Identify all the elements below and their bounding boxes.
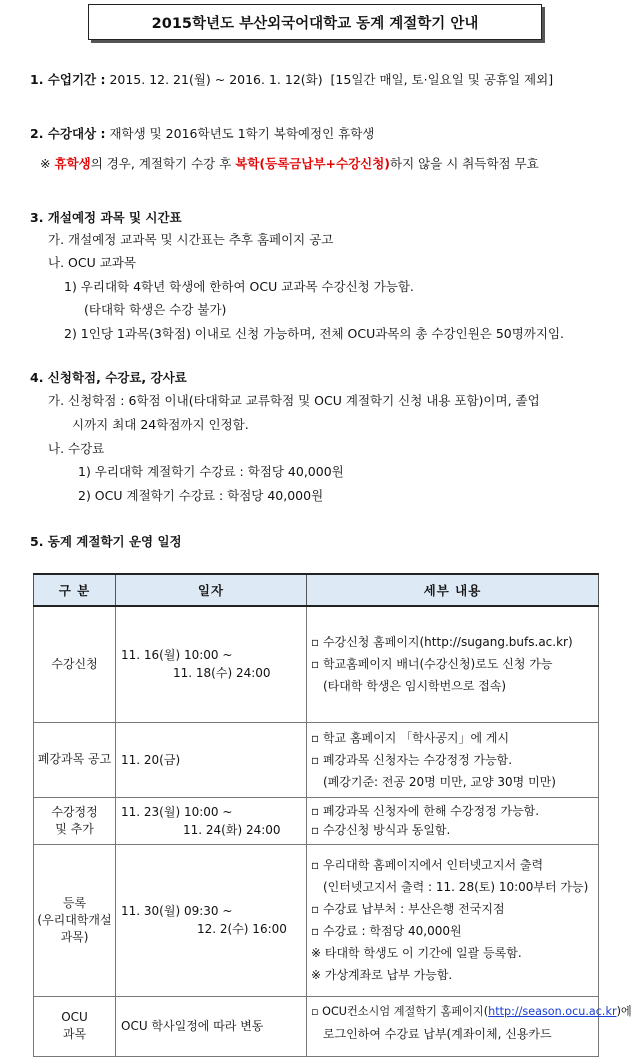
row-category: 등록 (우리대학개설 과목)	[34, 844, 116, 996]
row-details: ▫ OCU컨소시엄 계절학기 홈페이지(http://season.ocu.ac.kr)에 로그인하여 수강료 납부(계좌이체, 신용카드	[307, 996, 599, 1056]
row-details: ▫ 우리대학 홈페이지에서 인터넷고지서 출력 (인터넷고지서 출력 : 11. 28(토) 10:00부터 가능) ▫ 수강료 납부처 : 부산은행 전국지점 ▫ 수강료 : 학점당 40,000원 ※ 타대학 학생도 이 기간에 일괄 등록함. ※ 가상계좌로 납부 가능함.	[307, 844, 599, 996]
section-4-item-a-line1: 가. 신청학점 : 6학점 이내(타대학교 교류학점 및 OCU 계절학기 신청 내용 포함)이며, 졸업	[48, 393, 540, 408]
section-4-item-b: 나. 수강료	[48, 441, 105, 456]
section-3-item-b1: 1) 우리대학 4학년 학생에 한하여 OCU 교과목 수강신청 가능함.	[64, 279, 414, 294]
note-mid: 의 경우, 계절학기 수강 후	[90, 156, 236, 171]
schedule-table	[33, 573, 632, 1057]
section-5-heading: 5. 동계 계절학기 운영 일정	[30, 534, 182, 549]
section-4-heading: 4. 신청학점, 수강료, 강사료	[30, 370, 187, 385]
ocu-season-link[interactable]: http://season.ocu.ac.kr	[488, 1004, 617, 1018]
note-suffix: 하지 않을 시 취득학점 무효	[390, 156, 539, 171]
section-1-label: 1. 수업기간 :	[30, 72, 106, 87]
row-category: OCU 과목	[34, 996, 116, 1056]
table-row	[34, 844, 599, 996]
header-details: 세부 내용	[307, 574, 599, 606]
section-4-item-b1: 1) 우리대학 계절학기 수강료 : 학점당 40,000원	[78, 464, 344, 479]
note-red-1: 휴학생	[54, 156, 91, 171]
section-4-item-b2: 2) OCU 계절학기 수강료 : 학점당 40,000원	[78, 488, 324, 503]
section-3-item-b2: 2) 1인당 1과목(3학점) 이내로 신청 가능하며, 전체 OCU과목의 총 수강인원은 50명까지임.	[64, 326, 564, 341]
row-date: 11. 30(월) 09:30 ~ 12. 2(수) 16:00	[116, 844, 307, 996]
row-details: ▫ 폐강과목 신청자에 한해 수강정정 가능함. ▫ 수강신청 방식과 동일함.	[307, 797, 599, 844]
table-row	[34, 606, 599, 722]
table-header-row	[34, 574, 599, 606]
header-date: 일자	[116, 574, 307, 606]
section-3-item-b: 나. OCU 교과목	[48, 255, 136, 270]
table-row	[34, 797, 599, 844]
row-date: 11. 20(금)	[116, 722, 307, 797]
row-date: 11. 16(월) 10:00 ~ 11. 18(수) 24:00	[116, 606, 307, 722]
note-prefix: ※	[40, 156, 55, 171]
row-details: ▫ 학교 홈페이지 「학사공지」에 게시 ▫ 폐강과목 신청자는 수강정정 가능함. (폐강기준: 전공 20명 미만, 교양 30명 미만)	[307, 722, 599, 797]
section-1-text: 2015. 12. 21(월) ~ 2016. 1. 12(화) [15일간 매일, 토·일요일 및 공휴일 제외]	[109, 72, 554, 87]
section-2-note	[40, 154, 539, 172]
section-3-item-b1-note: (타대학 학생은 수강 불가)	[84, 302, 227, 317]
row-category: 수강신청	[34, 606, 116, 722]
section-2-label: 2. 수강대상 :	[30, 126, 106, 141]
row-details: ▫ 수강신청 홈페이지(http://sugang.bufs.ac.kr) ▫ 학교홈페이지 배너(수강신청)로도 신청 가능 (타대학 학생은 임시학번으로 접속)	[307, 606, 599, 722]
section-3-item-a: 가. 개설예정 교과목 및 시간표는 추후 홈페이지 공고	[48, 232, 334, 247]
row-date: OCU 학사일정에 따라 변동	[116, 996, 307, 1056]
note-red-2: 복학(등록금납부+수강신청)	[235, 156, 391, 171]
table-row	[34, 722, 599, 797]
section-3-heading: 3. 개설예정 과목 및 시간표	[30, 210, 182, 225]
section-4-item-a-line2: 시까지 최대 24학점까지 인정함.	[72, 417, 249, 432]
page-title: 2015학년도 부산외국어대학교 동계 계절학기 안내	[88, 4, 542, 40]
row-category: 폐강과목 공고	[34, 722, 116, 797]
row-category: 수강정정 및 추가	[34, 797, 116, 844]
section-2-text: 재학생 및 2016학년도 1학기 복학예정인 휴학생	[109, 126, 375, 141]
section-1	[30, 70, 553, 88]
row-date: 11. 23(월) 10:00 ~ 11. 24(화) 24:00	[116, 797, 307, 844]
table-row	[34, 996, 599, 1056]
section-2	[30, 124, 374, 142]
header-category: 구 분	[34, 574, 116, 606]
